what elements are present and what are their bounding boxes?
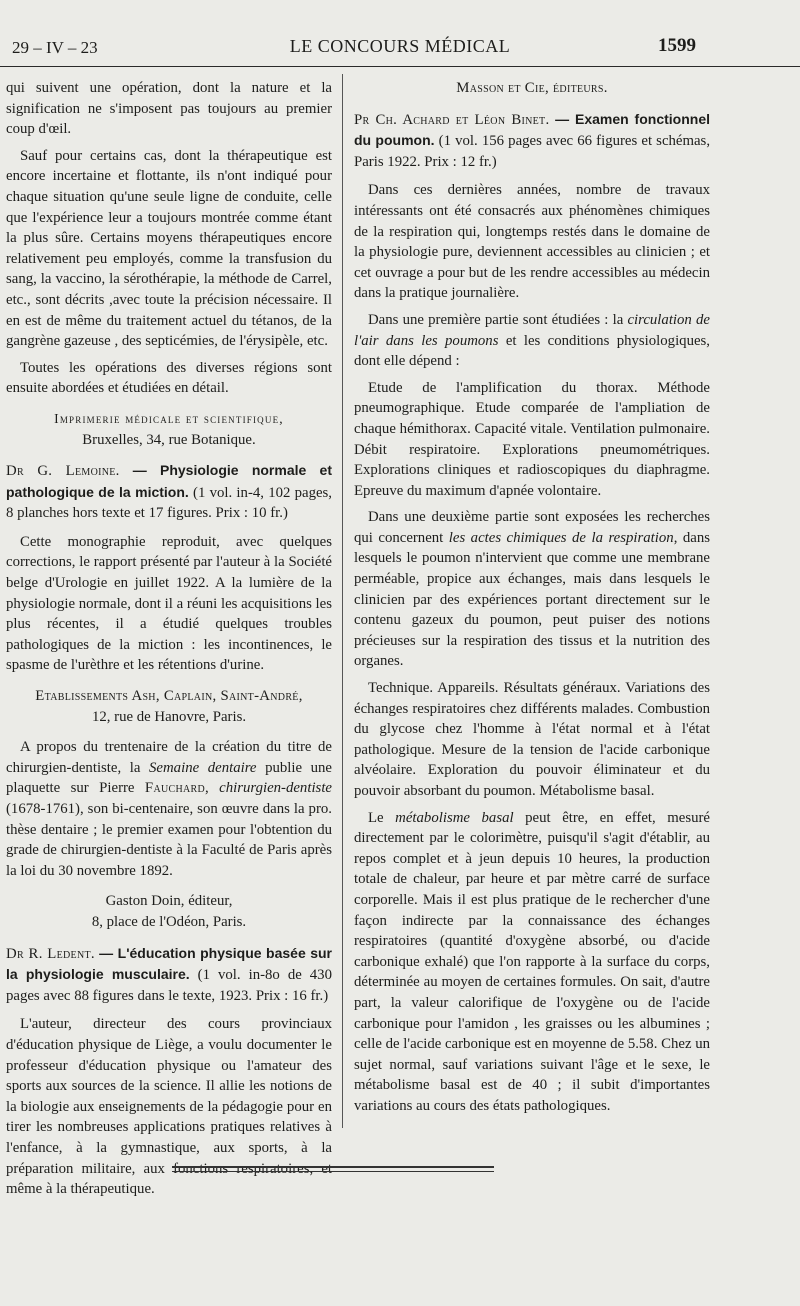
publisher-name: Etablissements Ash, Caplain, Saint-André, — [35, 688, 303, 705]
paragraph: Dans ces dernières années, nombre de travaux intéressants ont été consacrés aux phénomènes chimiques de la respiration qui, longtemps restés dans le domaine de la physiologie pure, deviennent accessibles au clinicien ; et cet ouvrage a pour but de les rendre accessibles au médecin dans la pratique journalière. — [354, 182, 710, 302]
text-run: peut être, en effet, mesuré directement par le colorimètre, puisqu'il s'agit d'établir, au repos complet et à jeun depuis 10 heures, la production totale de chaleur, par heure et par mètre carré de surface corporelle. Mais il est plus pratique de le rechercher d'une façon indirecte par la connaissance des échanges respiratoires (quantité d'oxygène absorbé, ou d'acide carbonique exhalé) que l'on rapporte à la surface du corps, déterminée au moyen de certaines formules. On sait, d'autre part, la valeur calorifique de l'oxygène ou de l'acide carbonique pour l'amidon , les graisses ou les albumines ; celle de l'acide carbonique est en moyenne de 5.58. Chez un sujet normal, sauf variations suivant l'âge et le sexe, le métabolisme basal est de 40 ; il subit d'importantes variations au cours des états pathologiques. — [354, 809, 711, 1114]
book-title: — Physiologie normale et pathologique de la miction. — [6, 462, 332, 500]
page-header — [0, 30, 800, 67]
paragraph — [6, 737, 332, 881]
book-entry — [6, 460, 332, 524]
right-column — [354, 78, 710, 1123]
paragraph — [354, 310, 710, 372]
paragraph: Technique. Appareils. Résultats généraux. Variations des échanges respiratoires chez différents malades. Combustion du glycose chez l'homme à l'état normal et à l'état pathologique. Mesure de la tension de l'acide carbonique alvéolaire. Exploration du pouvoir éliminateur et du pouvoir absorbant du poumon. Métabolisme basal. — [354, 680, 710, 799]
emphasis: métabolisme basal — [395, 809, 514, 826]
paragraph: qui suivent une opération, dont la nature et la signification ne s'imposent pas toujours au premier coup d'œil. — [6, 80, 332, 138]
left-column — [6, 78, 332, 1206]
text-run: , — [205, 780, 220, 797]
publisher-name: Imprimerie médicale et scientifique, — [54, 410, 284, 426]
book-entry — [6, 943, 332, 1007]
bottom-rule — [172, 1166, 494, 1172]
emphasis: les actes chimiques de la respiration — [448, 529, 674, 546]
paragraph: Cette monographie reproduit, avec quelques corrections, le rapport présenté par l'auteur à la Société belge d'Urologie en juillet 1922. A la lumière de la physiologie normale, dont il a réuni les acquisitions les plus récentes, il a étudié quelques troubles pathologiques de la miction : les incontinences, le spasme de l'urèthre et les rétentions d'urine. — [6, 533, 332, 674]
book-entry — [354, 109, 710, 173]
book-author: Dr R. Ledent. — [6, 945, 95, 962]
text-run: (1678-1761), son bi-centenaire, son œuvre dans la pro. thèse dentaire ; le premier examen pour l'obtention du grade de chirurgien-dentiste à la Faculté de Paris après la loi du 30 novembre 1892. — [6, 801, 332, 879]
publisher-name: Gaston Doin, éditeur, — [105, 893, 233, 910]
paragraph — [354, 808, 710, 1117]
header-title: LE CONCOURS MÉDICAL — [289, 36, 511, 56]
text-run: , dans lesquels le poumon n'intervient que comme une membrane perméable, propice aux échanges, mais dans lesquels le clinicien par des expériences portant directement sur le contenu gazeux du poumon, peut puiser des notions précieuses sur la respiration des tissus et la nutrition des organes. — [354, 529, 710, 670]
publisher-address: Bruxelles, 34, rue Botanique. — [82, 431, 256, 448]
text-run: A propos du trentenaire de la création du titre de chirurgien-dentiste, la — [6, 739, 332, 776]
text-run: Dans une première partie sont étudiées : la — [368, 311, 628, 328]
text-run: Dans une deuxième partie sont exposées les recherches qui concernent — [354, 509, 710, 546]
person-name: Fauchard — [144, 780, 205, 797]
person-role: chirurgien-dentiste — [219, 780, 332, 797]
header-page-number: 1599 — [658, 35, 696, 56]
column-divider — [342, 74, 343, 1128]
text-run: Le — [368, 809, 396, 826]
paragraph: Toutes les opérations des diverses régions sont ensuite abordées et étudiées en détail. — [6, 359, 332, 397]
book-title: — L'éducation physique basée sur la physiologie musculaire. — [6, 944, 332, 983]
text-run: publie une plaquette sur Pierre — [6, 759, 332, 797]
emphasis: circulation de l'air dans les poumons — [354, 311, 710, 349]
publisher-address: 8, place de l'Odéon, Paris. — [91, 913, 247, 930]
book-author: Pr Ch. Achard et Léon Binet. — [354, 111, 550, 128]
paragraph: Etude de l'amplification du thorax. Méthode pneumographique. Etude comparée de l'ampliation de chaque hémithorax. Capacité vitale. Ventilation pulmonaire. Débit respiratoire. Explorations pneumométriques. Explorations cliniques et radioscopiques du diaphragme. Epreuve du maximum d'apnée volontaire. — [354, 379, 710, 499]
paragraph: Sauf pour certains cas, dont la thérapeutique est encore incertaine et flottante, ils n'ont indiqué pour chaque situation qu'une seule ligne de conduite, celle que l'expérience leur a toujours montrée comme étant la plus sûre. Certains moyens thérapeutiques encore relativement peu employés, comme la transfusion du sang, la vaccino, la sérothérapie, la méthode de Carrel, etc., sont décrits ,avec toute la précision nécessaire. Il en est de même du traitement actuel du tétanos, de la gangrène gazeuse , des septicémies, de l'érysipèle, etc. — [6, 147, 332, 350]
paragraph: L'auteur, directeur des cours provinciaux d'éducation physique de Liège, a voulu documenter le professeur d'éducation physique ou l'amateur des sports aux sources de la science. Il allie les notions de la biologie aux enseignements de la pédagogie pour en tirer les nombreuses applications pratiques relatives à l'enfance, à la gymnastique, aux sports, à la préparation militaire, aux fonctions respiratoires, et même à la thérapeutique. — [6, 1016, 332, 1198]
header-date: 29 – IV – 23 — [12, 38, 98, 57]
book-author: Dr G. Lemoine. — [6, 463, 120, 480]
publisher-heading — [6, 891, 332, 932]
publisher-address: 12, rue de Hanovre, Paris. — [91, 708, 247, 725]
text-run: et les conditions physiologiques, dont elle dépend : — [354, 332, 710, 370]
book-details: (1 vol. in-8o de 430 pages avec 88 figures dans le texte, 1923. Prix : 16 fr.) — [6, 967, 332, 1004]
book-details: (1 vol. 156 pages avec 66 figures et schémas, Paris 1922. Prix : 12 fr.) — [354, 133, 711, 170]
publisher-heading — [354, 78, 710, 99]
publisher-name: Masson et Cie, éditeurs. — [456, 80, 608, 96]
paragraph — [354, 507, 710, 672]
journal-title: Semaine dentaire — [149, 759, 257, 776]
publisher-heading — [6, 686, 332, 727]
book-details: (1 vol. in-4, 102 pages, 8 planches hors texte et 17 figures. Prix : 10 fr.) — [6, 484, 332, 522]
book-title: — Examen fonctionnel du poumon. — [354, 110, 710, 149]
publisher-heading — [6, 409, 332, 450]
